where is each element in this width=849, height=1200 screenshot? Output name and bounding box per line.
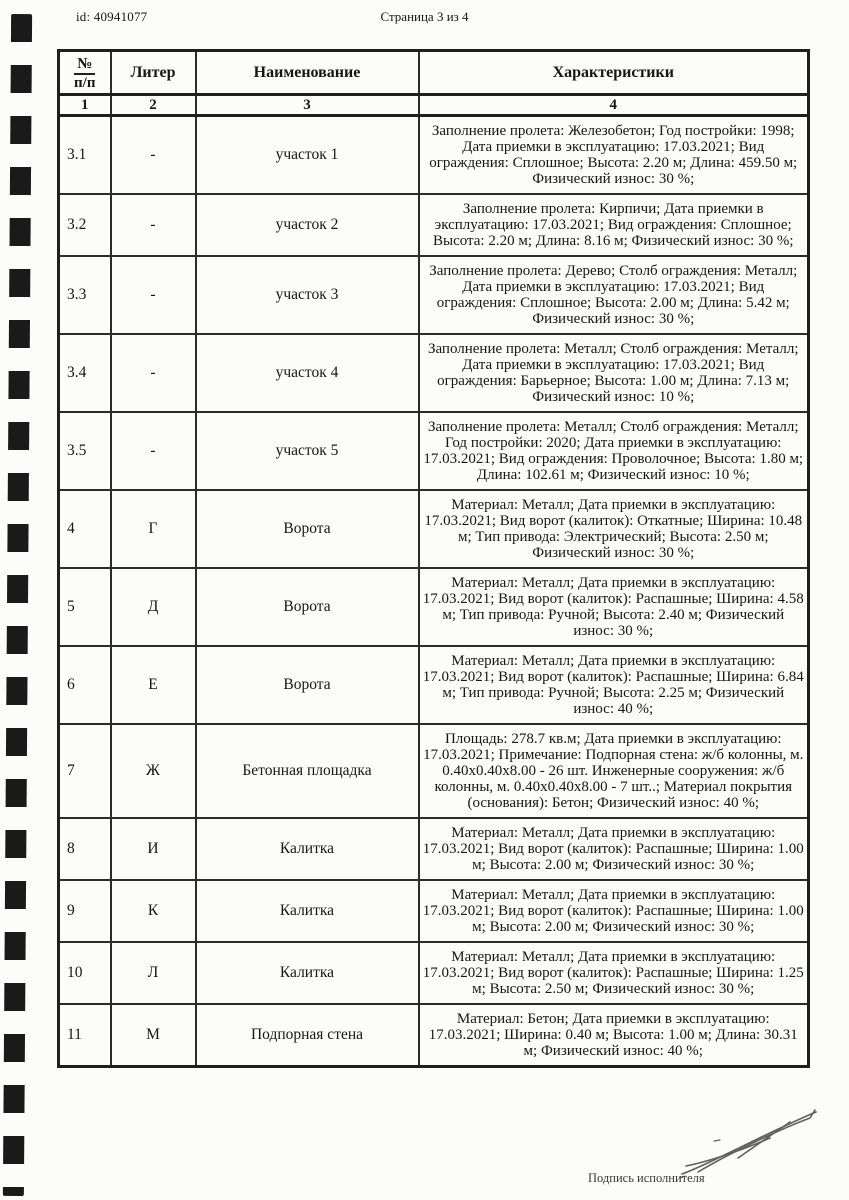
cell-liter: Д bbox=[111, 568, 196, 646]
cell-row-number: 3.5 bbox=[59, 412, 111, 490]
column-header-num bbox=[59, 51, 111, 95]
binding-holes bbox=[3, 14, 32, 1196]
column-index-row bbox=[59, 95, 809, 116]
cell-object-name: Подпорная стена bbox=[196, 1004, 419, 1067]
cell-object-name: Ворота bbox=[196, 490, 419, 568]
cell-row-number: 7 bbox=[59, 724, 111, 818]
table-row bbox=[59, 490, 809, 568]
cell-row-number: 3.4 bbox=[59, 334, 111, 412]
cell-object-name: Ворота bbox=[196, 568, 419, 646]
cell-liter: Е bbox=[111, 646, 196, 724]
cell-row-number: 3.3 bbox=[59, 256, 111, 334]
cell-liter: И bbox=[111, 818, 196, 880]
column-index-3: 3 bbox=[196, 95, 419, 116]
table-row bbox=[59, 1004, 809, 1067]
cell-object-name: Калитка bbox=[196, 942, 419, 1004]
cell-row-number: 10 bbox=[59, 942, 111, 1004]
cell-liter: Л bbox=[111, 942, 196, 1004]
table-row bbox=[59, 334, 809, 412]
cell-object-name: участок 1 bbox=[196, 116, 419, 195]
cell-row-number: 8 bbox=[59, 818, 111, 880]
cell-row-number: 3.1 bbox=[59, 116, 111, 195]
table-row bbox=[59, 880, 809, 942]
cell-characteristics: Заполнение пролета: Железобетон; Год постройки: 1998; Дата приемки в эксплуатацию: 17.03.2021; Вид ограждения: Сплошное; Высота: 2.20 м; Длина: 459.50 м; Физический износ: 30 %; bbox=[419, 116, 809, 195]
cell-characteristics: Площадь: 278.7 кв.м; Дата приемки в эксплуатацию: 17.03.2021; Примечание: Подпорная стена: ж/б колонны, м. 0.40х0.40х8.00 - 26 шт. Инженерные сооружения: ж/б колонны, м. 0.40х0.40х8.00 - 7 шт..; Материал покрытия (основания): Бетон; Физический износ: 40 %; bbox=[419, 724, 809, 818]
cell-row-number: 3.2 bbox=[59, 194, 111, 256]
cell-characteristics: Заполнение пролета: Металл; Столб ограждения: Металл; Дата приемки в эксплуатацию: 17.03.2021; Вид ограждения: Барьерное; Высота: 1.00 м; Длина: 7.13 м; Физический износ: 10 %; bbox=[419, 334, 809, 412]
table-row bbox=[59, 818, 809, 880]
cell-object-name: участок 4 bbox=[196, 334, 419, 412]
cell-characteristics: Заполнение пролета: Кирпичи; Дата приемки в эксплуатацию: 17.03.2021; Вид ограждения: Сплошное; Высота: 2.20 м; Длина: 8.16 м; Физический износ: 30 %; bbox=[419, 194, 809, 256]
cell-liter: - bbox=[111, 334, 196, 412]
column-index-2: 2 bbox=[111, 95, 196, 116]
cell-characteristics: Материал: Металл; Дата приемки в эксплуатацию: 17.03.2021; Вид ворот (калиток): Откатные; Ширина: 10.48 м; Тип привода: Электрический; Высота: 2.50 м; Физический износ: 30 %; bbox=[419, 490, 809, 568]
cell-object-name: участок 5 bbox=[196, 412, 419, 490]
cell-characteristics: Заполнение пролета: Металл; Столб ограждения: Металл; Год постройки: 2020; Дата приемки в эксплуатацию: 17.03.2021; Вид ограждения: Проволочное; Высота: 1.80 м; Длина: 102.61 м; Физический износ: 10 %; bbox=[419, 412, 809, 490]
cell-characteristics: Материал: Металл; Дата приемки в эксплуатацию: 17.03.2021; Вид ворот (калиток): Распашные; Ширина: 1.00 м; Высота: 2.00 м; Физический износ: 30 %; bbox=[419, 818, 809, 880]
table-row bbox=[59, 646, 809, 724]
column-index-1: 1 bbox=[59, 95, 111, 116]
cell-row-number: 5 bbox=[59, 568, 111, 646]
cell-row-number: 11 bbox=[59, 1004, 111, 1067]
cell-liter: - bbox=[111, 412, 196, 490]
cell-liter: К bbox=[111, 880, 196, 942]
cell-object-name: участок 2 bbox=[196, 194, 419, 256]
cell-row-number: 4 bbox=[59, 490, 111, 568]
cell-characteristics: Материал: Металл; Дата приемки в эксплуатацию: 17.03.2021; Вид ворот (калиток): Распашные; Ширина: 1.25 м; Высота: 2.50 м; Физический износ: 30 %; bbox=[419, 942, 809, 1004]
column-header-liter: Литер bbox=[111, 51, 196, 95]
cell-characteristics: Материал: Металл; Дата приемки в эксплуатацию: 17.03.2021; Вид ворот (калиток): Распашные; Ширина: 4.58 м; Тип привода: Ручной; Высота: 2.40 м; Физический износ: 30 %; bbox=[419, 568, 809, 646]
table-header-row bbox=[59, 51, 809, 95]
cell-liter: - bbox=[111, 256, 196, 334]
column-header-name: Наименование bbox=[196, 51, 419, 95]
table-row bbox=[59, 256, 809, 334]
cell-characteristics: Материал: Металл; Дата приемки в эксплуатацию: 17.03.2021; Вид ворот (калиток): Распашные; Ширина: 1.00 м; Высота: 2.00 м; Физический износ: 30 %; bbox=[419, 880, 809, 942]
column-header-num-bottom: п/п bbox=[74, 74, 96, 91]
document-id: id: 40941077 bbox=[76, 9, 148, 24]
cell-object-name: Калитка bbox=[196, 880, 419, 942]
table-row bbox=[59, 942, 809, 1004]
page-number: Страница 3 из 4 bbox=[380, 9, 469, 24]
cell-row-number: 6 bbox=[59, 646, 111, 724]
cell-characteristics: Материал: Металл; Дата приемки в эксплуатацию: 17.03.2021; Вид ворот (калиток): Распашные; Ширина: 6.84 м; Тип привода: Ручной; Высота: 2.25 м; Физический износ: 40 %; bbox=[419, 646, 809, 724]
table-row bbox=[59, 724, 809, 818]
cell-liter: - bbox=[111, 116, 196, 195]
column-header-num-top: № bbox=[74, 56, 95, 75]
column-header-characteristics: Характеристики bbox=[419, 51, 809, 95]
cell-characteristics: Материал: Бетон; Дата приемки в эксплуатацию: 17.03.2021; Ширина: 0.40 м; Высота: 1.00 м; Длина: 30.31 м; Физический износ: 40 %; bbox=[419, 1004, 809, 1067]
cell-liter: Г bbox=[111, 490, 196, 568]
cell-characteristics: Заполнение пролета: Дерево; Столб ограждения: Металл; Дата приемки в эксплуатацию: 17.03.2021; Вид ограждения: Сплошное; Высота: 2.00 м; Длина: 5.42 м; Физический износ: 30 %; bbox=[419, 256, 809, 334]
table-row bbox=[59, 412, 809, 490]
cell-row-number: 9 bbox=[59, 880, 111, 942]
cell-object-name: Калитка bbox=[196, 818, 419, 880]
table-row bbox=[59, 116, 809, 195]
cell-object-name: Ворота bbox=[196, 646, 419, 724]
objects-characteristics-table bbox=[57, 49, 810, 1068]
signature-caption: Подпись исполнителя bbox=[588, 1171, 705, 1185]
column-index-4: 4 bbox=[419, 95, 809, 116]
cell-liter: М bbox=[111, 1004, 196, 1067]
table-row bbox=[59, 194, 809, 256]
table-row bbox=[59, 568, 809, 646]
cell-object-name: участок 3 bbox=[196, 256, 419, 334]
cell-object-name: Бетонная площадка bbox=[196, 724, 419, 818]
cell-liter: Ж bbox=[111, 724, 196, 818]
cell-liter: - bbox=[111, 194, 196, 256]
